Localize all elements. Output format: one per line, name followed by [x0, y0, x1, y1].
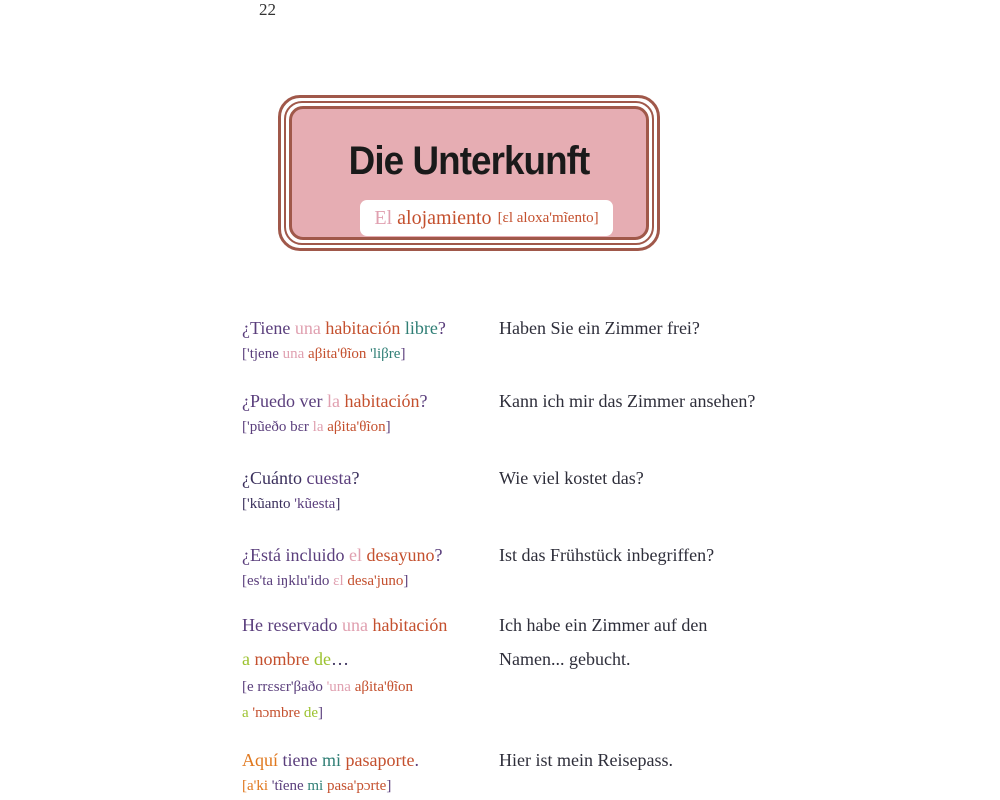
- word: el: [348, 545, 362, 565]
- ipa-word: ['pũeðo bɛr: [242, 419, 309, 435]
- phrase-spanish: [242, 391, 427, 412]
- ipa-word: ɛl: [333, 573, 344, 589]
- phrase-german: Ist das Frühstück inbegriffen?: [499, 545, 715, 565]
- word: habitación: [372, 615, 448, 635]
- word: ?: [437, 318, 446, 338]
- ipa-word: 'una: [326, 679, 351, 695]
- title-spanish-article: El: [374, 206, 393, 229]
- phrase-ipa: [242, 573, 408, 590]
- phrase-german: Wie viel kostet das?: [499, 468, 644, 488]
- word: desayuno: [366, 545, 435, 565]
- word: He reservado: [242, 615, 338, 635]
- page-number: 22: [259, 0, 276, 19]
- word: ¿Está incluido: [242, 545, 345, 565]
- phrase-ipa: [242, 496, 340, 513]
- word: ?: [419, 391, 428, 411]
- phrase-german-line-1: Ich habe ein Zimmer auf den: [499, 615, 708, 635]
- ipa-word: ['kũanto: [242, 496, 291, 512]
- ipa-word: [a'ki: [242, 778, 269, 794]
- phrase-spanish: [242, 750, 419, 771]
- phrase-spanish: [242, 545, 442, 566]
- word: ¿Cuánto: [242, 468, 302, 488]
- phrase-german: Hier ist mein Reisepass.: [499, 750, 673, 770]
- ipa-word: aβita'θĩon: [327, 419, 386, 435]
- word: pasaporte: [345, 750, 415, 770]
- ipa-word: 'liβre: [370, 346, 401, 362]
- word: tiene: [282, 750, 318, 770]
- title-box: [278, 95, 660, 251]
- title-spanish-noun: alojamiento: [397, 206, 492, 229]
- ipa-word: ]: [400, 346, 406, 362]
- phrase-spanish: [242, 468, 359, 489]
- ipa-word: mi: [307, 778, 324, 794]
- word: una: [341, 615, 368, 635]
- ipa-word: aβita'θĩon: [308, 346, 367, 362]
- ipa-word: a: [242, 705, 249, 721]
- title-ipa: [ɛl aloxa'mĩento]: [497, 209, 599, 226]
- ipa-word: desa'juno: [347, 573, 404, 589]
- ipa-word: [es'ta iŋklu'ido: [242, 573, 330, 589]
- word: de: [313, 649, 331, 669]
- ipa-word: una: [282, 346, 305, 362]
- ipa-word: ]: [403, 573, 409, 589]
- title-frame-inner: [289, 106, 649, 240]
- ipa-word: 'nɔmbre: [252, 705, 301, 721]
- word: una: [294, 318, 321, 338]
- ipa-word: 'kũesta: [294, 496, 336, 512]
- word: habitación: [344, 391, 420, 411]
- word: Aquí: [242, 750, 278, 770]
- ipa-word: ]: [335, 496, 341, 512]
- phrase-german-line-2: Namen... gebucht.: [499, 649, 631, 669]
- word: ?: [434, 545, 443, 565]
- ipa-word: 'tĩene: [271, 778, 304, 794]
- phrase-ipa: [242, 346, 405, 363]
- word: cuesta: [306, 468, 352, 488]
- word: la: [326, 391, 340, 411]
- ipa-word: pasa'pɔrte: [326, 778, 387, 794]
- ipa-word: [e rrɛsɛr'βaðo: [242, 679, 323, 695]
- phrase-german: Haben Sie ein Zimmer frei?: [499, 318, 700, 338]
- phrase-ipa: [242, 778, 391, 795]
- phrase-ipa: [242, 419, 391, 436]
- word: .: [414, 750, 419, 770]
- word: nombre: [254, 649, 310, 669]
- ipa-word: ]: [385, 419, 391, 435]
- ipa-word: ['tjene: [242, 346, 279, 362]
- phrase-spanish-line-2: [242, 649, 349, 670]
- phrase-ipa-line-2: [242, 705, 323, 722]
- word: ¿Tiene: [242, 318, 291, 338]
- word: libre: [404, 318, 438, 338]
- phrase-german: Kann ich mir das Zimmer ansehen?: [499, 391, 756, 411]
- ipa-word: la: [312, 419, 324, 435]
- word: …: [330, 649, 349, 669]
- ipa-word: ]: [386, 778, 392, 794]
- phrase-spanish: [242, 318, 446, 339]
- title-german: Die Unterkunft: [348, 139, 590, 183]
- word: habitación: [325, 318, 401, 338]
- ipa-word: de: [303, 705, 319, 721]
- phrase-spanish-line-1: [242, 615, 447, 636]
- ipa-word: aβita'θĩon: [354, 679, 414, 695]
- phrase-ipa-line-1: [242, 679, 413, 696]
- title-spanish: [360, 200, 613, 236]
- ipa-word: ]: [318, 705, 324, 721]
- word: mi: [321, 750, 341, 770]
- word: a: [242, 649, 250, 669]
- word: ?: [351, 468, 360, 488]
- word: ¿Puedo ver: [242, 391, 323, 411]
